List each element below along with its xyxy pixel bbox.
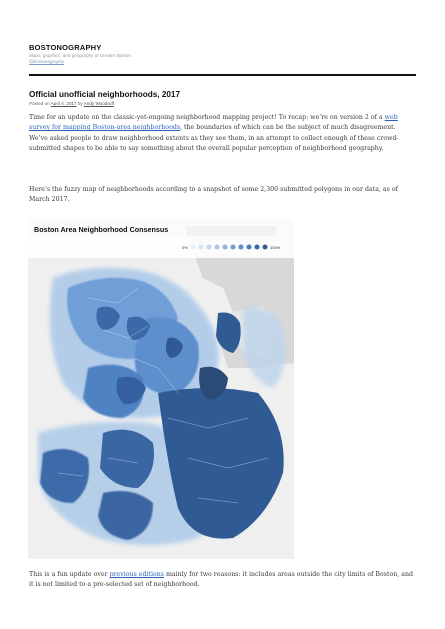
map-intro-paragraph: Here’s the fuzzy map of neighborhoods according to a snapshot of some 2,300 submitted polygons in our data, as of March 2017. xyxy=(29,186,398,204)
post-title[interactable]: Official unofficial neighborhoods, 2017 xyxy=(29,90,181,99)
map-title: Boston Area Neighborhood Consensus xyxy=(34,225,169,234)
tagline-text: Maps, graphics, and geography of Greater Boston. xyxy=(29,53,133,58)
header-rule xyxy=(29,74,416,76)
legend-high-label: 100% xyxy=(270,245,281,250)
previous-editions-link[interactable]: previous editions xyxy=(109,571,164,578)
meta-by: by xyxy=(77,101,83,106)
legend-low-label: 0% xyxy=(182,245,188,250)
author-link[interactable]: Andy Woodruff xyxy=(83,101,114,106)
survey-link[interactable]: web survey for mapping Boston-area neighborhoods xyxy=(29,114,398,132)
twitter-link[interactable]: @bostonography xyxy=(29,59,65,64)
intro-paragraph: Time for an update on the classic-yet-ongoing neighborhood mapping project! To recap: we’re on version 2 of a web survey for mapping Boston-area neighborhoods, the boundaries of which can be the subject of much disagreement. We’ve asked people to draw neighborhood extents as they see them, in an attempt to collect enough of these crowd-submitted shapes to be able to say something about the overall popular perception of neighborhood geography. xyxy=(29,114,399,153)
followup-paragraph: This is a fun update over previous editions mainly for two reasons: it includes areas outside the city limits of Boston, and it is not limited to a pre-selected set of neighborhood. xyxy=(29,571,414,589)
meta-prefix: Posted on xyxy=(29,101,50,106)
site-title[interactable]: BOSTONOGRAPHY xyxy=(29,43,102,52)
neighborhood-map xyxy=(28,218,294,559)
post-meta xyxy=(29,101,114,106)
post-date-link[interactable]: April 4, 2017 xyxy=(50,101,77,106)
site-tagline xyxy=(29,53,149,65)
